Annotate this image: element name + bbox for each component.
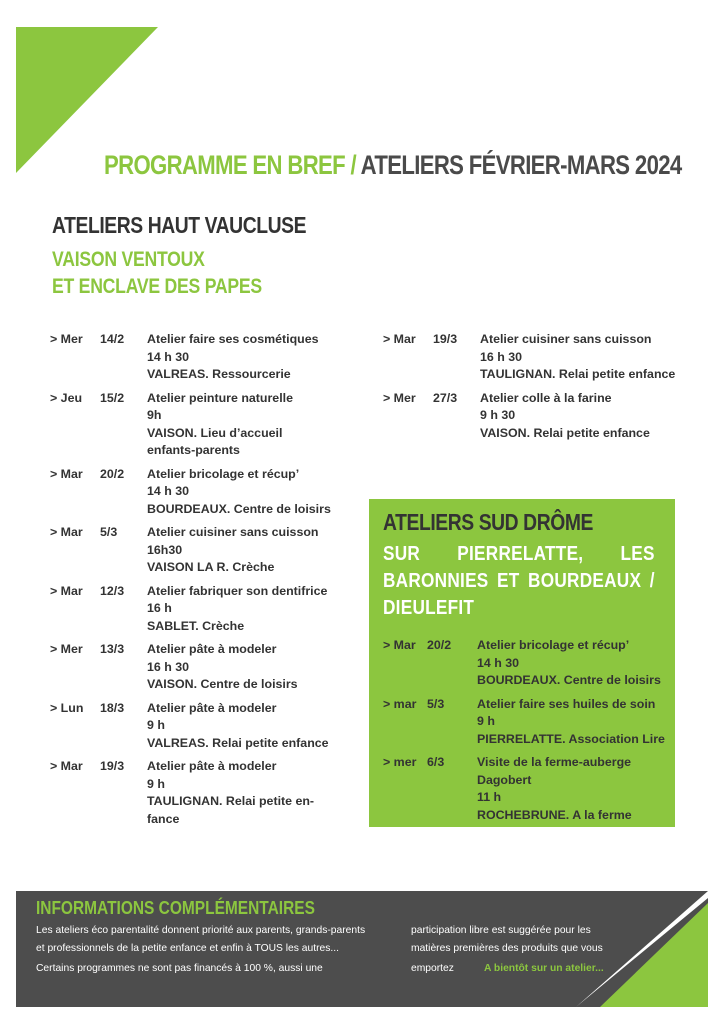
page-title-dark: ATELIERS FÉVRIER-MARS 2024: [360, 150, 682, 180]
footer-text-priority-line-2: et professionnels de la petite enfance et enfin à TOUS les autres...: [36, 943, 339, 954]
footer-text-participation-line-1: participation libre est suggérée pour les: [411, 925, 591, 936]
footer-text-participation-line-2: matières premières des produits que vous: [411, 943, 603, 954]
event-item: [50, 524, 350, 577]
event-day: > Mar: [383, 638, 416, 652]
event-date: 19/3: [433, 332, 458, 346]
event-item: [50, 583, 350, 636]
event-details: [147, 466, 350, 519]
event-details: [147, 524, 350, 577]
event-title: Atelier pâte à modeler: [147, 642, 277, 656]
footer-text-financing: Certains programmes ne sont pas financés à 100 %, aussi une: [36, 963, 323, 974]
event-date: 27/3: [433, 390, 458, 405]
event-detail-line: 16 h 30: [147, 659, 190, 674]
event-item: [50, 700, 350, 753]
event-date: 5/3: [100, 525, 118, 539]
event-details: [147, 331, 350, 384]
event-detail-line: BOURDEAUX. Centre de loisirs: [147, 501, 331, 516]
event-item: [383, 390, 703, 443]
event-item: [50, 390, 350, 460]
event-details: [477, 754, 683, 824]
event-date: 18/3: [100, 700, 125, 715]
event-day: > Mar: [50, 759, 83, 773]
event-detail-line: 14 h 30: [147, 484, 190, 498]
event-detail-line: 16 h: [147, 601, 172, 615]
event-item: [383, 696, 683, 749]
event-title: Atelier peinture naturelle: [147, 390, 293, 405]
subtitle-line-1: VAISON VENTOUX: [52, 248, 205, 271]
footer-text-participation: [411, 922, 603, 958]
event-details: [147, 583, 350, 636]
event-detail-line: ROCHEBRUNE. A la ferme: [477, 807, 632, 822]
event-date: 14/2: [100, 332, 125, 346]
event-detail-line: 14 h 30: [477, 655, 520, 670]
section-subtitle-haut-vaucluse: [52, 246, 262, 300]
event-day: > Mar: [50, 466, 83, 481]
event-list-sud-drome: [383, 637, 683, 824]
event-day: > Mer: [383, 390, 416, 405]
event-item: [383, 637, 683, 690]
event-detail-line: TAULIGNAN. Relai petite en-: [147, 794, 315, 808]
event-list-left: [50, 331, 350, 828]
event-detail-line: VAISON LA R. Crèche: [147, 560, 275, 574]
event-item: [50, 641, 350, 694]
event-day: > Mar: [50, 525, 83, 539]
section-title-sud-drome: ATELIERS SUD DRÔME: [383, 509, 593, 535]
event-title: Atelier cuisiner sans cuisson: [480, 332, 652, 346]
event-title: Atelier bricolage et récup’: [147, 466, 300, 481]
event-detail-line: 9 h: [147, 718, 165, 732]
event-date: 13/3: [100, 642, 125, 656]
event-detail-line: 16 h 30: [480, 349, 523, 364]
section-subtitle-sud-drome: SUR PIERRELATTE, LES BARONNIES ET BOURDEAUX / DIEULEFIT: [383, 543, 655, 619]
event-date: 20/2: [100, 466, 125, 481]
event-date: 6/3: [427, 755, 445, 769]
event-details: [480, 390, 703, 443]
info-footer: [16, 891, 708, 1007]
event-item: [383, 754, 683, 824]
event-details: [147, 758, 350, 828]
event-date: 15/2: [100, 390, 125, 405]
event-title: Atelier fabriquer son dentifrice: [147, 583, 328, 598]
event-detail-line: 16h30: [147, 542, 183, 557]
event-date: 20/2: [427, 638, 452, 652]
event-day: > Mar: [383, 332, 416, 346]
footer-text-emportez: emportez: [411, 963, 454, 974]
event-detail-line: TAULIGNAN. Relai petite enfance: [480, 367, 676, 381]
event-item: [383, 331, 703, 384]
event-details: [147, 700, 350, 753]
event-detail-line: BOURDEAUX. Centre de loisirs: [477, 673, 661, 687]
event-list-right: [383, 331, 703, 442]
event-detail-line: 9 h 30: [480, 408, 516, 422]
event-day: > Jeu: [50, 390, 83, 405]
event-day: > mar: [383, 696, 417, 711]
event-title: Atelier bricolage et récup’: [477, 638, 630, 652]
event-details: [147, 641, 350, 694]
page-title-separator: /: [345, 150, 361, 180]
event-detail-line: fance: [147, 811, 180, 826]
footer-text-priority-line-1: Les ateliers éco parentalité donnent priorité aux parents, grands-parents: [36, 925, 366, 936]
event-detail-line: PIERRELATTE. Association Lire: [477, 731, 665, 746]
event-day: > Mer: [50, 332, 83, 346]
event-detail-line: VAISON. Centre de loisirs: [147, 677, 298, 691]
event-title: Atelier cuisiner sans cuisson: [147, 525, 319, 539]
event-title: Visite de la ferme-auberge: [477, 755, 632, 769]
event-details: [480, 331, 703, 384]
event-date: 19/3: [100, 759, 125, 773]
event-item: [50, 466, 350, 519]
event-title: Atelier faire ses huiles de soin: [477, 696, 656, 711]
footer-text-priority: [36, 922, 365, 958]
event-detail-line: 11 h: [477, 790, 502, 804]
event-title: Atelier colle à la farine: [480, 390, 612, 405]
event-details: [477, 696, 683, 749]
footer-cta: A bientôt sur un atelier...: [484, 963, 604, 974]
event-detail-line: SABLET. Crèche: [147, 618, 245, 633]
footer-title: INFORMATIONS COMPLÉMENTAIRES: [36, 898, 315, 918]
footer-green-triangle-decoration: [600, 903, 708, 1007]
event-details: [477, 637, 683, 690]
event-item: [50, 331, 350, 384]
event-title: Atelier pâte à modeler: [147, 759, 277, 773]
event-detail-line: VAISON. Relai petite enfance: [480, 425, 650, 440]
event-day: > Mer: [50, 642, 83, 656]
event-day: > mer: [383, 755, 417, 769]
event-day: > Lun: [50, 700, 84, 715]
event-date: 5/3: [427, 696, 445, 711]
event-detail-line: 14 h 30: [147, 349, 190, 364]
event-detail-line: 9 h: [477, 714, 495, 728]
event-detail-line: 9 h: [147, 776, 165, 791]
section-title-haut-vaucluse: ATELIERS HAUT VAUCLUSE: [52, 212, 307, 238]
page-title-green: PROGRAMME EN BREF: [104, 150, 346, 180]
page-title: [104, 150, 682, 181]
event-detail-line: enfants-parents: [147, 443, 240, 457]
event-detail-line: VAISON. Lieu d’accueil: [147, 425, 283, 440]
event-details: [147, 390, 350, 460]
event-title: Atelier pâte à modeler: [147, 700, 277, 715]
event-item: [50, 758, 350, 828]
event-detail-line: Dagobert: [477, 772, 532, 787]
event-title: Atelier faire ses cosmétiques: [147, 332, 319, 346]
event-detail-line: VALREAS. Ressourcerie: [147, 367, 291, 381]
event-detail-line: VALREAS. Relai petite enfance: [147, 735, 329, 750]
event-day: > Mar: [50, 583, 83, 598]
event-detail-line: 9h: [147, 408, 162, 422]
event-date: 12/3: [100, 583, 125, 598]
subtitle-line-2: ET ENCLAVE DES PAPES: [52, 275, 262, 298]
